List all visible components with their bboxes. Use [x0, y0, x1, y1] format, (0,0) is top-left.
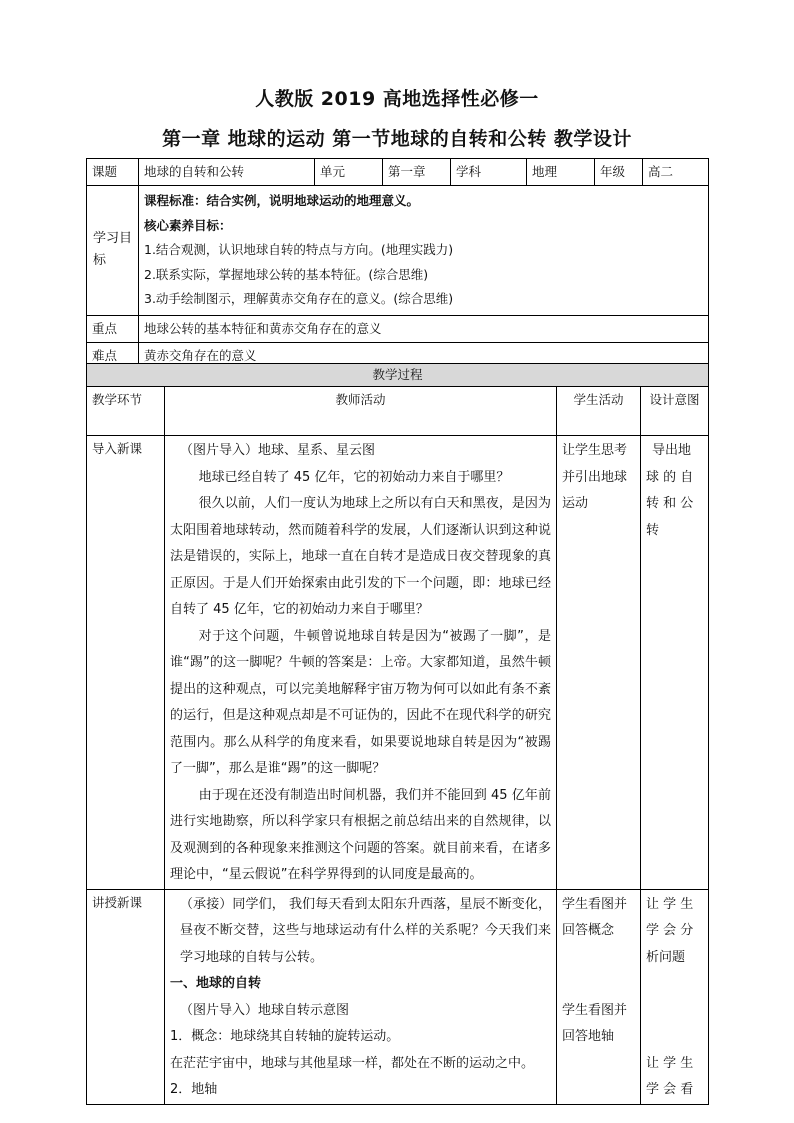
- unit-label: 单元: [315, 159, 383, 186]
- intro-para-4: 对于这个问题，牛顿曾说地球自转是因为“被踢了一脚”，是谁“踢”的这一脚呢？牛顿的答案是：上帝。大家都知道，虽然牛顿提出的这种观点，可以完美地解释宇宙万物为何可以如此有条不紊的运行，但是这种观点却是不可证伪的，因此不在现代科学的研究范围内。那么从科学的角度来看，如果要说地球自转是因为“被踢了一脚”，那么是谁“踢”的这一脚呢？: [170, 628, 551, 776]
- document-title: 人教版 2019 高地选择性必修一: [255, 88, 539, 110]
- goal-standard: 课程标准：结合实例，说明地球运动的地理意义。: [144, 193, 420, 208]
- document-subtitle: 第一章 地球的运动 第一节地球的自转和公转 教学设计: [162, 128, 632, 150]
- intro-teacher-cell: [165, 436, 557, 890]
- lecture-line-axis: 2．地轴: [170, 1082, 218, 1097]
- intro-student-cell: [557, 436, 641, 890]
- lecture-design-1: 让 学 生: [646, 896, 694, 912]
- lecture-design-5: [646, 998, 703, 1025]
- lecture-design-6: [646, 1024, 703, 1051]
- goals-label: 学习目标: [87, 186, 139, 316]
- subject-value: 地理: [527, 159, 595, 186]
- lecture-line-universe: 在茫茫宇宙中，地球与其他星球一样，都处在不断的运动之中。: [170, 1055, 535, 1071]
- difficult-label: 难点: [87, 342, 139, 369]
- lecture-design-2: 学 会 分: [646, 923, 694, 938]
- lecture-student-1: 学生看图并: [562, 896, 628, 912]
- intro-para-5: 由于现在还没有制造出时间机器，我们并不能回到 45 亿年前进行实地勘察，所以科学家只有根据之前总结出来的自然规律，以及观测到的各种现象来推测这个问题的答案。就目前来看，在诸多理论中，“星云假说”在科学界得到的认同度是最高的。: [170, 787, 551, 882]
- intro-stage: 导入新课: [87, 436, 165, 890]
- unit-value: 第一章: [383, 159, 451, 186]
- col-student: 学生活动: [557, 387, 641, 436]
- lecture-design-3: 析问题: [646, 949, 686, 965]
- goal-item-3: 3.动手绘制图示，理解黄赤交角存在的意义。(综合思维): [144, 291, 454, 306]
- goal-item-2: 2.联系实际，掌握地球公转的基本特征。(综合思维): [144, 266, 429, 282]
- difficult-value: 黄赤交角存在的意义: [139, 342, 709, 369]
- lecture-design-4: [646, 971, 703, 998]
- subject-label: 学科: [451, 159, 527, 186]
- lecture-student-3: [562, 945, 635, 972]
- intro-student-2: 并引出地球: [562, 469, 628, 485]
- key-value: 地球公转的基本特征和黄赤交角存在的意义: [139, 315, 709, 342]
- col-teacher: 教师活动: [165, 387, 557, 436]
- lecture-student-cell: [557, 889, 641, 1104]
- intro-design-4: 转: [646, 522, 660, 538]
- lecture-para-1: （承接）同学们， 我们每天看到太阳东升西落，星辰不断变化，昼夜不断交替，这些与地球运动有什么样的关系呢？今天我们来学习地球的自转与公转。: [180, 896, 551, 965]
- lecture-student-5: 学生看图并: [562, 1002, 628, 1018]
- intro-design-1: 导出地: [652, 443, 692, 458]
- intro-line-2: 地球已经自转了 45 亿年，它的初始动力来自于哪里？: [198, 469, 510, 485]
- lecture-line-concept: 1．概念：地球绕其自转轴的旋转运动。: [170, 1029, 400, 1044]
- intro-line-1: （图片导入）地球、星系、星云图: [180, 443, 376, 458]
- lecture-design-cell: [641, 889, 709, 1104]
- intro-design-2: 球 的 自: [646, 469, 694, 485]
- goal-item-1: 1.结合观测，认识地球自转的特点与方向。(地理实践力): [144, 242, 454, 257]
- col-design: 设计意图: [641, 387, 709, 436]
- info-table: [86, 158, 709, 370]
- goals-cell: [139, 186, 709, 316]
- lecture-teacher-cell: [165, 889, 557, 1104]
- lecture-heading-rotation: 一、地球的自转: [170, 976, 262, 991]
- intro-para-3: 很久以前，人们一度认为地球上之所以有白天和黑夜，是因为太阳围着地球转动，然而随着科学的发展，人们逐渐认识到这种说法是错误的，实际上，地球一直在自转才是造成日夜交替现象的真正原因。于是人们开始探索由此引发的下一个问题，即：地球已经自转了 45 亿年，它的初始动力来自于哪里？: [170, 496, 551, 617]
- key-label: 重点: [87, 315, 139, 342]
- topic-value: 地球的自转和公转: [139, 159, 315, 186]
- topic-label: 课题: [87, 159, 139, 186]
- lecture-design-7: 让 学 生: [646, 1055, 694, 1071]
- lecture-design-8: 学 会 看: [646, 1082, 694, 1097]
- lecture-line-image: （图片导入）地球自转示意图: [180, 1002, 350, 1018]
- intro-design-3: 转 和 公: [646, 496, 694, 511]
- process-header: 教学过程: [87, 364, 709, 387]
- intro-student-3: 运动: [562, 496, 589, 511]
- lecture-stage: 讲授新课: [87, 889, 165, 1104]
- grade-value: 高二: [643, 159, 709, 186]
- goal-core-heading: 核心素养目标：: [144, 217, 232, 233]
- col-stage: 教学环节: [87, 387, 165, 436]
- lecture-student-6: 回答地轴: [562, 1029, 615, 1044]
- grade-label: 年级: [595, 159, 643, 186]
- intro-student-1: 让学生思考: [562, 443, 628, 458]
- process-table: [86, 363, 709, 1105]
- intro-design-cell: [641, 436, 709, 890]
- lecture-student-4: [562, 971, 635, 998]
- lecture-student-2: 回答概念: [562, 923, 615, 938]
